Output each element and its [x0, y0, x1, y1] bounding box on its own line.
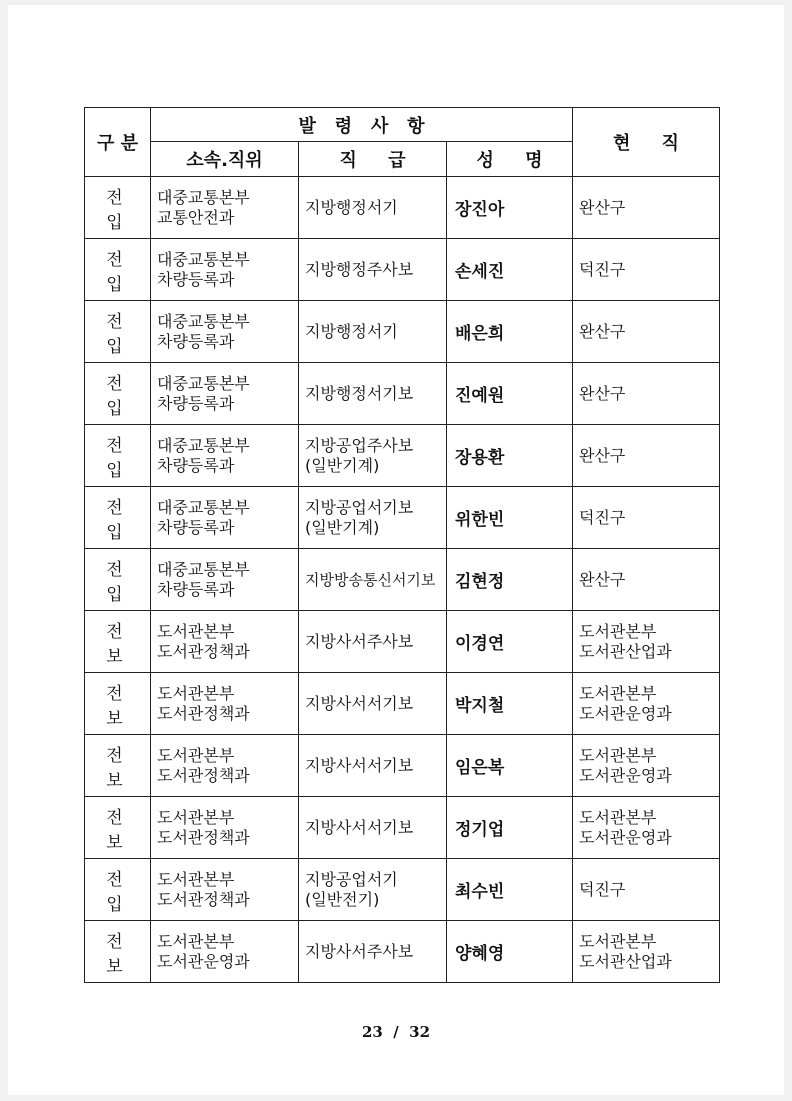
personnel-table: [84, 107, 720, 983]
rank-line: 지방행정서기: [305, 321, 398, 341]
name-cell: [447, 177, 573, 239]
rank-cell: [299, 921, 447, 983]
current-post-cell: [573, 673, 720, 735]
affiliation-line: 대중교통본부: [157, 249, 250, 269]
name-cell: [447, 363, 573, 425]
affiliation-line: 도서관본부: [157, 807, 235, 827]
name-cell: [447, 549, 573, 611]
person-name: 장용환: [455, 448, 505, 468]
category-cell: [85, 487, 151, 549]
current-post-cell: [573, 487, 720, 549]
current-post-cell: [573, 611, 720, 673]
affiliation-line: 도서관정책과: [157, 889, 250, 909]
current-post-line: 도서관본부: [579, 745, 657, 765]
current-post-line: 도서관본부: [579, 931, 657, 951]
current-post-line: 도서관운영과: [579, 703, 672, 723]
current-post-cell: [573, 239, 720, 301]
affiliation-cell: [151, 797, 299, 859]
rank-line: 지방사서주사보: [305, 941, 414, 961]
affiliation-line: 도서관운영과: [157, 951, 250, 971]
page-number: 23 / 32: [361, 1023, 431, 1041]
current-post-cell: [573, 363, 720, 425]
affiliation-line: 도서관정책과: [157, 827, 250, 847]
rank-cell: [299, 425, 447, 487]
category-cell: [85, 363, 151, 425]
current-post-line: 도서관본부: [579, 621, 657, 641]
affiliation-cell: [151, 735, 299, 797]
table-row: [85, 301, 720, 363]
person-name: 위한빈: [455, 510, 505, 530]
affiliation-line: 교통안전과: [157, 207, 235, 227]
person-name: 양혜영: [455, 944, 505, 964]
table-row: [85, 859, 720, 921]
name-cell: [447, 611, 573, 673]
category-text: 전 입: [106, 311, 141, 357]
current-post-line: 완산구: [579, 569, 626, 589]
current-post-cell: [573, 549, 720, 611]
person-name: 최수빈: [455, 882, 505, 902]
affiliation-line: 차량등록과: [157, 455, 235, 475]
table-row: [85, 425, 720, 487]
affiliation-cell: [151, 487, 299, 549]
affiliation-cell: [151, 177, 299, 239]
rank-line: (일반기계): [305, 455, 380, 475]
name-cell: [447, 487, 573, 549]
affiliation-line: 대중교통본부: [157, 559, 250, 579]
rank-line: 지방사서서기보: [305, 755, 414, 775]
name-cell: [447, 239, 573, 301]
category-cell: [85, 239, 151, 301]
category-cell: [85, 549, 151, 611]
current-post-cell: [573, 425, 720, 487]
affiliation-line: 도서관본부: [157, 683, 235, 703]
affiliation-cell: [151, 549, 299, 611]
table-row: [85, 549, 720, 611]
current-post-line: 도서관운영과: [579, 765, 672, 785]
person-name: 진예원: [455, 386, 505, 406]
current-post-line: 덕진구: [579, 259, 626, 279]
table-row: [85, 735, 720, 797]
header-category: 구 분: [85, 108, 151, 177]
affiliation-cell: [151, 921, 299, 983]
category-text: 전 입: [106, 249, 141, 295]
current-post-line: 도서관산업과: [579, 951, 672, 971]
name-cell: [447, 301, 573, 363]
person-name: 정기업: [455, 820, 505, 840]
current-post-line: 도서관본부: [579, 683, 657, 703]
rank-cell: [299, 611, 447, 673]
rank-line: 지방방송통신서기보: [305, 570, 436, 589]
rank-line: 지방행정서기: [305, 197, 398, 217]
current-post-line: 완산구: [579, 197, 626, 217]
rank-cell: [299, 859, 447, 921]
name-cell: [447, 735, 573, 797]
person-name: 이경연: [455, 634, 505, 654]
rank-line: 지방사서서기보: [305, 817, 414, 837]
rank-line: 지방공업주사보: [305, 435, 414, 455]
current-post-line: 도서관본부: [579, 807, 657, 827]
affiliation-line: 도서관본부: [157, 621, 235, 641]
category-text: 전 입: [106, 497, 141, 543]
category-cell: [85, 177, 151, 239]
rank-cell: [299, 549, 447, 611]
category-text: 전 보: [106, 745, 141, 791]
affiliation-cell: [151, 363, 299, 425]
current-post-line: 도서관산업과: [579, 641, 672, 661]
document-page: [8, 5, 784, 1095]
affiliation-line: 도서관본부: [157, 745, 235, 765]
affiliation-line: 대중교통본부: [157, 373, 250, 393]
category-text: 전 보: [106, 931, 141, 977]
table-row: [85, 797, 720, 859]
category-cell: [85, 797, 151, 859]
person-name: 김현정: [455, 572, 505, 592]
category-text: 전 입: [106, 373, 141, 419]
person-name: 임은복: [455, 758, 505, 778]
person-name: 배은희: [455, 324, 505, 344]
affiliation-line: 도서관본부: [157, 931, 235, 951]
rank-line: 지방공업서기: [305, 869, 398, 889]
category-text: 전 보: [106, 807, 141, 853]
name-cell: [447, 921, 573, 983]
rank-line: 지방사서서기보: [305, 693, 414, 713]
current-post-line: 도서관운영과: [579, 827, 672, 847]
affiliation-line: 도서관정책과: [157, 641, 250, 661]
header-affiliation: 소속.직위: [151, 142, 299, 177]
table-row: [85, 611, 720, 673]
category-cell: [85, 735, 151, 797]
rank-cell: [299, 363, 447, 425]
affiliation-line: 차량등록과: [157, 393, 235, 413]
rank-cell: [299, 301, 447, 363]
current-post-line: 덕진구: [579, 879, 626, 899]
table-body: [85, 177, 720, 983]
category-cell: [85, 425, 151, 487]
affiliation-line: 차량등록과: [157, 269, 235, 289]
current-post-cell: [573, 177, 720, 239]
rank-line: 지방공업서기보: [305, 497, 414, 517]
rank-cell: [299, 797, 447, 859]
rank-cell: [299, 177, 447, 239]
rank-cell: [299, 735, 447, 797]
table-row: [85, 921, 720, 983]
affiliation-line: 차량등록과: [157, 517, 235, 537]
rank-cell: [299, 487, 447, 549]
category-text: 전 입: [106, 187, 141, 233]
affiliation-line: 대중교통본부: [157, 187, 250, 207]
category-text: 전 입: [106, 869, 141, 915]
table-row: [85, 239, 720, 301]
affiliation-line: 대중교통본부: [157, 311, 250, 331]
rank-cell: [299, 239, 447, 301]
affiliation-cell: [151, 301, 299, 363]
affiliation-line: 차량등록과: [157, 579, 235, 599]
affiliation-cell: [151, 859, 299, 921]
header-rank: 직 급: [299, 142, 447, 177]
category-cell: [85, 301, 151, 363]
rank-cell: [299, 673, 447, 735]
category-text: 전 입: [106, 435, 141, 481]
header-current: 현 직: [573, 108, 720, 177]
current-post-line: 완산구: [579, 383, 626, 403]
current-post-line: 완산구: [579, 321, 626, 341]
category-cell: [85, 859, 151, 921]
table-row: [85, 177, 720, 239]
name-cell: [447, 673, 573, 735]
current-post-line: 덕진구: [579, 507, 626, 527]
name-cell: [447, 425, 573, 487]
current-post-cell: [573, 735, 720, 797]
current-post-cell: [573, 797, 720, 859]
rank-line: (일반기계): [305, 517, 380, 537]
name-cell: [447, 859, 573, 921]
category-text: 전 보: [106, 683, 141, 729]
person-name: 박지철: [455, 696, 505, 716]
category-text: 전 입: [106, 559, 141, 605]
current-post-cell: [573, 921, 720, 983]
rank-line: 지방행정서기보: [305, 383, 414, 403]
affiliation-line: 도서관본부: [157, 869, 235, 889]
affiliation-cell: [151, 425, 299, 487]
table-row: [85, 487, 720, 549]
person-name: 장진아: [455, 200, 505, 220]
category-cell: [85, 673, 151, 735]
rank-line: 지방사서주사보: [305, 631, 414, 651]
affiliation-line: 도서관정책과: [157, 765, 250, 785]
name-cell: [447, 797, 573, 859]
category-cell: [85, 921, 151, 983]
table-row: [85, 363, 720, 425]
header-appointment: 발 령 사 항: [151, 108, 573, 142]
affiliation-cell: [151, 611, 299, 673]
affiliation-line: 대중교통본부: [157, 497, 250, 517]
affiliation-line: 도서관정책과: [157, 703, 250, 723]
affiliation-cell: [151, 239, 299, 301]
affiliation-line: 대중교통본부: [157, 435, 250, 455]
category-text: 전 보: [106, 621, 141, 667]
current-post-line: 완산구: [579, 445, 626, 465]
rank-line: (일반전기): [305, 889, 380, 909]
header-name: 성 명: [447, 142, 573, 177]
affiliation-line: 차량등록과: [157, 331, 235, 351]
current-post-cell: [573, 859, 720, 921]
current-post-cell: [573, 301, 720, 363]
table-row: [85, 673, 720, 735]
person-name: 손세진: [455, 262, 505, 282]
category-cell: [85, 611, 151, 673]
rank-line: 지방행정주사보: [305, 259, 414, 279]
affiliation-cell: [151, 673, 299, 735]
